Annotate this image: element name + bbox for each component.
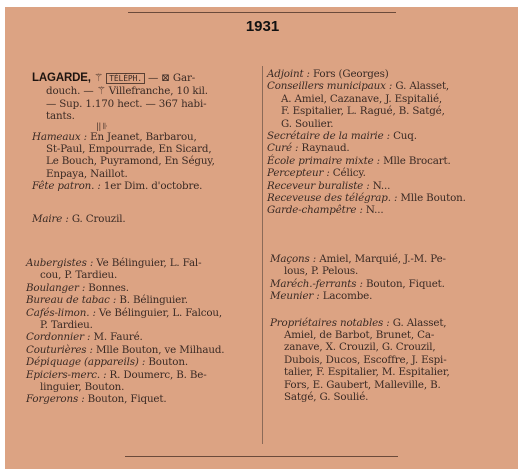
hameaux-4: Enpaya, Naillot. (46, 167, 128, 180)
forgerons-line (26, 393, 258, 405)
commune-line-4: tants. (46, 110, 75, 123)
stamp-mark: || 𝄆 (96, 121, 108, 131)
conseillers-1: G. Alasset, (395, 80, 450, 93)
macons-1: Amiel, Marquié, J.-M. Pe- (319, 253, 446, 265)
epiciers-1: R. Doumerc, B. Be- (109, 368, 207, 381)
commune-intro: Gar- (172, 72, 196, 84)
page-year: 1931 (245, 18, 280, 35)
adjoint-line (267, 68, 503, 80)
maire-line (32, 213, 254, 225)
meunier-label: Meunier : (270, 290, 320, 303)
hameaux-line (32, 131, 254, 143)
percepteur-line (267, 167, 503, 179)
telegraph-label: Receveuse des télégrap. : (267, 192, 398, 205)
garde-line (267, 204, 503, 216)
percepteur-label: Percepteur : (267, 167, 330, 180)
conseillers-label: Conseillers municipaux : (267, 80, 393, 93)
forgerons-value: Bouton, Fiquet. (87, 393, 167, 406)
commune-line-2: douch. — ⚚ Villefranche, 10 kil. (46, 85, 208, 98)
epiciers-label: Epiciers-merc. : (26, 368, 107, 381)
telephone-icon: TÉLÉPH. (106, 73, 145, 84)
hameaux-label: Hameaux : (32, 130, 87, 143)
left-top-column (32, 72, 254, 225)
commune-name: LAGARDE, (32, 72, 91, 84)
macons-line (270, 253, 504, 265)
conseillers-4: G. Soulier. (281, 117, 334, 130)
cafes-1: Ve Bélinguier, L. Falcou, (98, 306, 222, 319)
ecole-line (267, 155, 503, 167)
proprietaires-4: Dubois, Ducos, Escoffre, J. Espi- (284, 353, 447, 366)
mail-icon: ⊠ (161, 72, 170, 84)
hameaux-2: St-Paul, Empourrade, En Sicard, (46, 143, 212, 156)
fete-label: Fête patron. : (32, 180, 101, 193)
top-rule (128, 12, 396, 13)
maire-label: Maire : (32, 212, 69, 225)
tabac-line (26, 294, 258, 306)
left-bottom-column (26, 257, 258, 406)
couturieres-label: Couturières : (26, 343, 93, 356)
boulanger-label: Boulanger : (26, 281, 86, 294)
conseillers-2: A. Amiel, Cazanave, J. Espitalié, (281, 92, 443, 105)
receveur-line (267, 180, 503, 192)
aubergistes-line (26, 257, 258, 269)
right-bottom-column (270, 253, 504, 403)
secretaire-line (267, 130, 503, 142)
cure-label: Curé : (267, 142, 299, 155)
marechaux-value: Bouton, Fiquet. (365, 277, 445, 290)
depiquage-value: Bouton. (148, 356, 188, 369)
proprietaires-line (270, 317, 504, 329)
column-divider (262, 66, 263, 444)
aubergistes-2: cou, P. Tardieu. (40, 269, 118, 282)
receveur-label: Receveur buraliste : (267, 179, 370, 192)
marechaux-line (270, 278, 504, 290)
depiquage-label: Dépiquage (appareils) : (26, 356, 146, 369)
meunier-line (270, 290, 504, 302)
cordonnier-label: Cordonnier : (26, 331, 91, 344)
forgerons-label: Forgerons : (26, 393, 85, 406)
cafes-2: P. Tardieu. (40, 319, 93, 332)
post-office-icon: ⚚ (93, 72, 104, 84)
tabac-label: Bureau de tabac : (26, 294, 117, 307)
cafes-line (26, 307, 258, 319)
cure-line (267, 142, 503, 154)
macons-label: Maçons : (270, 253, 317, 265)
proprietaires-2: Amiel, de Barbot, Brunet, Ca- (284, 329, 435, 342)
hameaux-1: En Jeanet, Barbarou, (90, 130, 197, 143)
proprietaires-1: G. Alasset, (392, 316, 447, 329)
adjoint-label: Adjoint : (267, 68, 310, 80)
macons-2: lous, P. Pelous. (284, 265, 359, 278)
fete-value: 1er Dim. d'octobre. (103, 180, 203, 193)
epiciers-2: linguier, Bouton. (40, 381, 125, 394)
proprietaires-5: talier, F. Espitalier, M. Espitalier, (284, 366, 450, 379)
bottom-rule (125, 456, 398, 457)
boulanger-value: Bonnes. (88, 281, 129, 294)
hameaux-3: Le Bouch, Puyramond, En Séguy, (46, 155, 215, 168)
conseillers-3: F. Espitalier, L. Ragué, B. Satgé, (281, 105, 445, 118)
proprietaires-3: zanave, X. Crouzil, G. Crouzil, (284, 341, 436, 354)
receveur-value: N... (372, 179, 391, 192)
cordonnier-line (26, 331, 258, 343)
tabac-value: B. Bélinguier. (119, 294, 188, 307)
commune-line-3: — Sup. 1.170 hect. — 367 habi- (46, 97, 207, 110)
percepteur-value: Célicy. (332, 167, 366, 180)
marechaux-label: Maréch.-ferrants : (270, 277, 363, 290)
adjoint-value: Fors (Georges) (313, 68, 389, 80)
secretaire-value: Cuq. (393, 130, 417, 143)
proprietaires-label: Propriétaires notables : (270, 316, 390, 329)
commune-line: LAGARDE, ⚚ TÉLÉPH. — ⊠ Gar- (32, 72, 196, 84)
conseillers-line (267, 80, 503, 92)
maire-value: G. Crouzil. (71, 212, 126, 225)
couturieres-line (26, 344, 258, 356)
ecole-value: Mlle Brocart. (383, 154, 451, 167)
depiquage-line (26, 356, 258, 368)
ecole-label: École primaire mixte : (267, 154, 380, 167)
meunier-value: Lacombe. (322, 290, 373, 303)
boulanger-line (26, 282, 258, 294)
aubergistes-label: Aubergistes : (26, 257, 94, 269)
telegraph-value: Mlle Bouton. (400, 192, 466, 205)
proprietaires-7: Satgé, G. Soulié. (284, 391, 369, 404)
cafes-label: Cafés-limon. : (26, 306, 96, 319)
aubergistes-1: Ve Bélinguier, L. Fal- (96, 257, 202, 269)
garde-label: Garde-champêtre : (267, 204, 363, 217)
proprietaires-6: Fors, E. Gaubert, Malleville, B. (284, 378, 441, 391)
epiciers-line (26, 369, 258, 381)
telegraph-line (267, 192, 503, 204)
secretaire-label: Secrétaire de la mairie : (267, 130, 390, 143)
cure-value: Raynaud. (301, 142, 350, 155)
fete-line (32, 180, 254, 192)
right-top-column (267, 68, 503, 217)
couturieres-value: Mlle Bouton, ve Milhaud. (96, 343, 225, 356)
cordonnier-value: M. Fauré. (93, 331, 143, 344)
garde-value: N... (365, 204, 384, 217)
